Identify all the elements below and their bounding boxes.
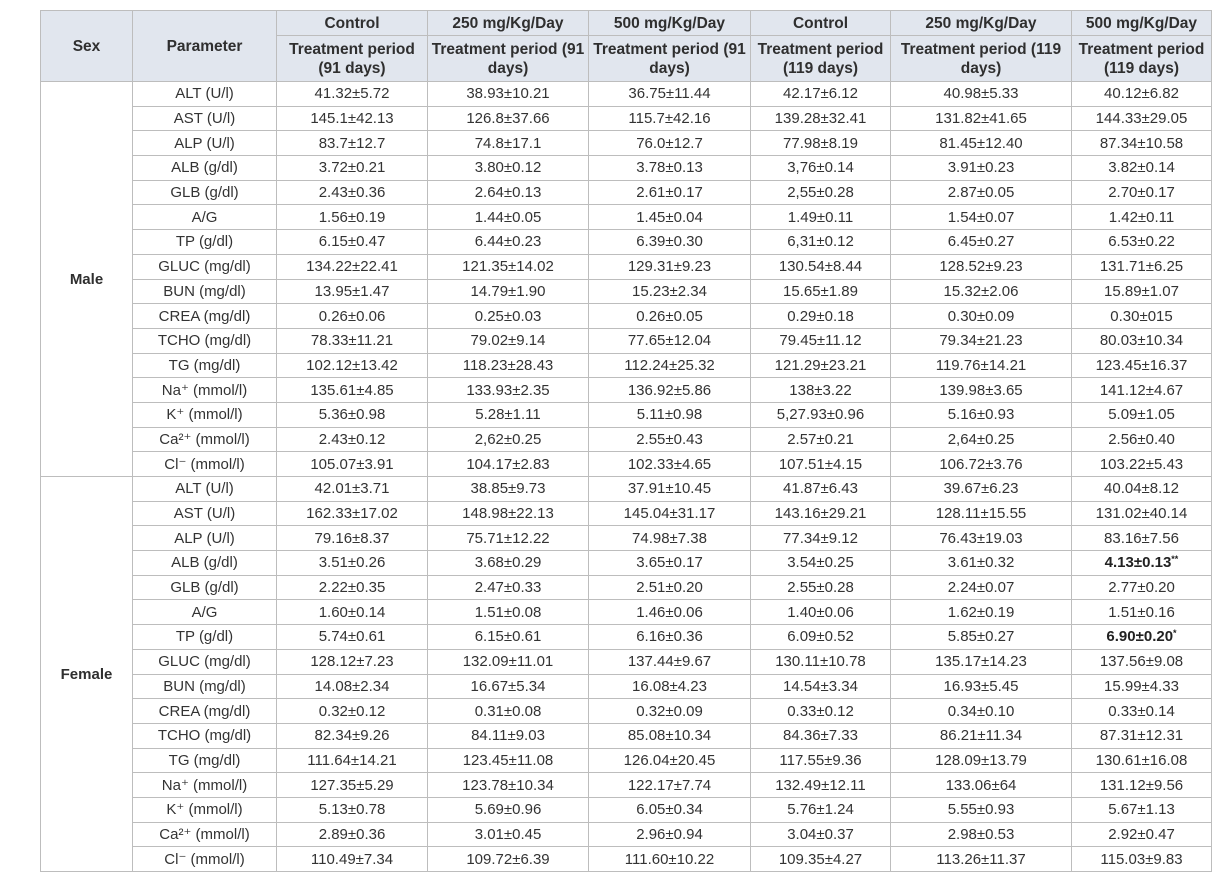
value-cell: 1.40±0.06 (751, 600, 891, 625)
value-cell: 118.23±28.43 (428, 353, 589, 378)
value-cell: 6.44±0.23 (428, 230, 589, 255)
value-cell: 1.46±0.06 (589, 600, 751, 625)
value-cell: 1.44±0.05 (428, 205, 589, 230)
value-cell: 128.11±15.55 (891, 501, 1072, 526)
value-cell: 84.11±9.03 (428, 723, 589, 748)
value-cell: 0.30±015 (1072, 304, 1212, 329)
value-cell: 76.0±12.7 (589, 131, 751, 156)
dose-header: 500 mg/Kg/Day (589, 11, 751, 36)
value-cell: 0.32±0.12 (277, 699, 428, 724)
parameter-cell: K⁺ (mmol/l) (133, 797, 277, 822)
period-header: Treatment period (119 days) (1072, 36, 1212, 82)
value-cell: 15.23±2.34 (589, 279, 751, 304)
value-cell: 87.34±10.58 (1072, 131, 1212, 156)
value-cell: 15.99±4.33 (1072, 674, 1212, 699)
value-cell: 75.71±12.22 (428, 526, 589, 551)
value-cell: 41.32±5.72 (277, 82, 428, 107)
value-cell: 1.49±0.11 (751, 205, 891, 230)
value-cell: 131.71±6.25 (1072, 254, 1212, 279)
value-cell: 15.65±1.89 (751, 279, 891, 304)
value-cell: 0.29±0.18 (751, 304, 891, 329)
value-cell: 13.95±1.47 (277, 279, 428, 304)
value-cell: 2.57±0.21 (751, 427, 891, 452)
value-cell: 2.87±0.05 (891, 180, 1072, 205)
value-cell: 115.7±42.16 (589, 106, 751, 131)
value-cell: 123.45±16.37 (1072, 353, 1212, 378)
value-cell: 2.92±0.47 (1072, 822, 1212, 847)
parameter-cell: Na⁺ (mmol/l) (133, 378, 277, 403)
parameter-cell: Ca²⁺ (mmol/l) (133, 427, 277, 452)
parameter-cell: BUN (mg/dl) (133, 674, 277, 699)
value-cell: 38.85±9.73 (428, 477, 589, 502)
value-cell: 3.80±0.12 (428, 156, 589, 181)
value-cell: 5.67±1.13 (1072, 797, 1212, 822)
period-header: Treatment period (91 days) (428, 36, 589, 82)
value-cell: 5.16±0.93 (891, 402, 1072, 427)
value-cell: 2,62±0.25 (428, 427, 589, 452)
value-cell: 6.45±0.27 (891, 230, 1072, 255)
table-row (41, 575, 1212, 600)
table-row (41, 254, 1212, 279)
value-cell: 2.77±0.20 (1072, 575, 1212, 600)
value-cell: 105.07±3.91 (277, 452, 428, 477)
value-cell: 132.09±11.01 (428, 649, 589, 674)
value-cell: 79.34±21.23 (891, 328, 1072, 353)
value-cell: 83.7±12.7 (277, 131, 428, 156)
table-row (41, 205, 1212, 230)
value-cell: 3.78±0.13 (589, 156, 751, 181)
value-cell: 85.08±10.34 (589, 723, 751, 748)
value-cell: 5.11±0.98 (589, 402, 751, 427)
table-row (41, 526, 1212, 551)
dose-header: 250 mg/Kg/Day (428, 11, 589, 36)
value-cell: 130.11±10.78 (751, 649, 891, 674)
table-row (41, 649, 1212, 674)
value-cell: 1.51±0.08 (428, 600, 589, 625)
value-cell: 109.72±6.39 (428, 847, 589, 872)
value-cell (1072, 551, 1212, 576)
value-cell: 134.22±22.41 (277, 254, 428, 279)
parameter-header: Parameter (133, 11, 277, 82)
table-row (41, 156, 1212, 181)
value-cell: 2.55±0.43 (589, 427, 751, 452)
table-row (41, 797, 1212, 822)
sex-cell: Male (41, 82, 133, 477)
value-cell: 3.82±0.14 (1072, 156, 1212, 181)
value-cell: 1.56±0.19 (277, 205, 428, 230)
table-row (41, 674, 1212, 699)
table-row (41, 773, 1212, 798)
value-cell: 2.24±0.07 (891, 575, 1072, 600)
value-cell: 133.93±2.35 (428, 378, 589, 403)
parameter-cell: TG (mg/dl) (133, 353, 277, 378)
value-cell: 74.98±7.38 (589, 526, 751, 551)
value-cell: 127.35±5.29 (277, 773, 428, 798)
parameter-cell: BUN (mg/dl) (133, 279, 277, 304)
value-cell: 0.30±0.09 (891, 304, 1072, 329)
value-cell: 5.74±0.61 (277, 625, 428, 650)
value-cell: 42.17±6.12 (751, 82, 891, 107)
value-cell: 5.13±0.78 (277, 797, 428, 822)
value-cell: 2.55±0.28 (751, 575, 891, 600)
value-cell: 6.15±0.47 (277, 230, 428, 255)
value-cell: 1.42±0.11 (1072, 205, 1212, 230)
table-row (41, 600, 1212, 625)
value-cell: 39.67±6.23 (891, 477, 1072, 502)
value-cell: 131.82±41.65 (891, 106, 1072, 131)
value-cell: 123.78±10.34 (428, 773, 589, 798)
value-cell: 40.98±5.33 (891, 82, 1072, 107)
value-cell: 82.34±9.26 (277, 723, 428, 748)
value-cell: 128.12±7.23 (277, 649, 428, 674)
value-cell: 14.79±1.90 (428, 279, 589, 304)
value-cell: 3.51±0.26 (277, 551, 428, 576)
value-cell: 1.60±0.14 (277, 600, 428, 625)
parameter-cell: CREA (mg/dl) (133, 699, 277, 724)
dose-header: Control (751, 11, 891, 36)
table-row (41, 82, 1212, 107)
value-cell: 6.16±0.36 (589, 625, 751, 650)
value-cell: 16.08±4.23 (589, 674, 751, 699)
value-cell: 16.67±5.34 (428, 674, 589, 699)
value-cell: 0.26±0.06 (277, 304, 428, 329)
value-cell: 74.8±17.1 (428, 131, 589, 156)
value-cell: 128.09±13.79 (891, 748, 1072, 773)
parameter-cell: K⁺ (mmol/l) (133, 402, 277, 427)
significance-mark: ** (1171, 554, 1179, 565)
period-header: Treatment period (91 days) (277, 36, 428, 82)
value-cell: 37.91±10.45 (589, 477, 751, 502)
parameter-cell: ALB (g/dl) (133, 156, 277, 181)
value-cell: 110.49±7.34 (277, 847, 428, 872)
significant-value: 4.13±0.13 (1104, 554, 1172, 572)
value-cell: 81.45±12.40 (891, 131, 1072, 156)
value-cell: 138±3.22 (751, 378, 891, 403)
value-cell: 2.89±0.36 (277, 822, 428, 847)
value-cell: 5.36±0.98 (277, 402, 428, 427)
value-cell: 77.98±8.19 (751, 131, 891, 156)
value-cell: 2.51±0.20 (589, 575, 751, 600)
value-cell: 143.16±29.21 (751, 501, 891, 526)
value-cell: 36.75±11.44 (589, 82, 751, 107)
value-cell: 121.35±14.02 (428, 254, 589, 279)
value-cell: 3,76±0.14 (751, 156, 891, 181)
value-cell: 2,64±0.25 (891, 427, 1072, 452)
value-cell: 102.12±13.42 (277, 353, 428, 378)
value-cell: 136.92±5.86 (589, 378, 751, 403)
parameter-cell: GLUC (mg/dl) (133, 649, 277, 674)
value-cell: 14.08±2.34 (277, 674, 428, 699)
parameter-cell: AST (U/l) (133, 106, 277, 131)
value-cell: 2.98±0.53 (891, 822, 1072, 847)
value-cell: 130.54±8.44 (751, 254, 891, 279)
value-cell: 77.65±12.04 (589, 328, 751, 353)
value-cell: 162.33±17.02 (277, 501, 428, 526)
value-cell: 5.55±0.93 (891, 797, 1072, 822)
biochemistry-table (40, 10, 1212, 872)
value-cell: 0.34±0.10 (891, 699, 1072, 724)
table-row (41, 625, 1212, 650)
value-cell: 0.32±0.09 (589, 699, 751, 724)
table-header (41, 11, 1212, 82)
value-cell: 131.02±40.14 (1072, 501, 1212, 526)
parameter-cell: TP (g/dl) (133, 230, 277, 255)
value-cell: 1.51±0.16 (1072, 600, 1212, 625)
value-cell: 111.64±14.21 (277, 748, 428, 773)
parameter-cell: Cl⁻ (mmol/l) (133, 847, 277, 872)
value-cell: 0.33±0.12 (751, 699, 891, 724)
value-cell: 126.04±20.45 (589, 748, 751, 773)
value-cell: 2.47±0.33 (428, 575, 589, 600)
dose-header: 500 mg/Kg/Day (1072, 11, 1212, 36)
value-cell: 77.34±9.12 (751, 526, 891, 551)
value-cell: 115.03±9.83 (1072, 847, 1212, 872)
value-cell: 3.68±0.29 (428, 551, 589, 576)
value-cell: 3.65±0.17 (589, 551, 751, 576)
value-cell: 137.56±9.08 (1072, 649, 1212, 674)
parameter-cell: A/G (133, 600, 277, 625)
value-cell: 106.72±3.76 (891, 452, 1072, 477)
value-cell: 76.43±19.03 (891, 526, 1072, 551)
value-cell: 2.43±0.36 (277, 180, 428, 205)
parameter-cell: ALP (U/l) (133, 131, 277, 156)
value-cell: 79.45±11.12 (751, 328, 891, 353)
value-cell: 40.12±6.82 (1072, 82, 1212, 107)
value-cell: 112.24±25.32 (589, 353, 751, 378)
value-cell: 15.32±2.06 (891, 279, 1072, 304)
value-cell: 40.04±8.12 (1072, 477, 1212, 502)
table-row (41, 328, 1212, 353)
parameter-cell: Cl⁻ (mmol/l) (133, 452, 277, 477)
table-row (41, 501, 1212, 526)
parameter-cell: ALT (U/l) (133, 477, 277, 502)
parameter-cell: Ca²⁺ (mmol/l) (133, 822, 277, 847)
dose-header: 250 mg/Kg/Day (891, 11, 1072, 36)
value-cell: 5.09±1.05 (1072, 402, 1212, 427)
value-cell: 104.17±2.83 (428, 452, 589, 477)
value-cell: 102.33±4.65 (589, 452, 751, 477)
table-caption-clipped (0, 0, 1230, 10)
table-row (41, 230, 1212, 255)
period-header: Treatment period (91 days) (589, 36, 751, 82)
parameter-cell: TCHO (mg/dl) (133, 328, 277, 353)
value-cell: 3.54±0.25 (751, 551, 891, 576)
parameter-cell: TG (mg/dl) (133, 748, 277, 773)
value-cell: 86.21±11.34 (891, 723, 1072, 748)
value-cell: 5.69±0.96 (428, 797, 589, 822)
value-cell: 122.17±7.74 (589, 773, 751, 798)
value-cell: 5.28±1.11 (428, 402, 589, 427)
value-cell: 109.35±4.27 (751, 847, 891, 872)
sex-cell: Female (41, 477, 133, 872)
value-cell: 141.12±4.67 (1072, 378, 1212, 403)
table-body (41, 82, 1212, 872)
value-cell: 0.25±0.03 (428, 304, 589, 329)
value-cell: 111.60±10.22 (589, 847, 751, 872)
value-cell: 5,27.93±0.96 (751, 402, 891, 427)
value-cell: 80.03±10.34 (1072, 328, 1212, 353)
table-row (41, 402, 1212, 427)
value-cell: 128.52±9.23 (891, 254, 1072, 279)
value-cell: 2.64±0.13 (428, 180, 589, 205)
value-cell: 41.87±6.43 (751, 477, 891, 502)
value-cell: 83.16±7.56 (1072, 526, 1212, 551)
header-row-dose (41, 11, 1212, 36)
table-row (41, 279, 1212, 304)
value-cell: 2.43±0.12 (277, 427, 428, 452)
value-cell: 79.16±8.37 (277, 526, 428, 551)
parameter-cell: ALB (g/dl) (133, 551, 277, 576)
value-cell: 6.39±0.30 (589, 230, 751, 255)
value-cell: 87.31±12.31 (1072, 723, 1212, 748)
table-row (41, 106, 1212, 131)
value-cell: 123.45±11.08 (428, 748, 589, 773)
value-cell: 6.15±0.61 (428, 625, 589, 650)
value-cell: 6.53±0.22 (1072, 230, 1212, 255)
table-row (41, 452, 1212, 477)
value-cell: 137.44±9.67 (589, 649, 751, 674)
value-cell: 6.05±0.34 (589, 797, 751, 822)
value-cell: 2.70±0.17 (1072, 180, 1212, 205)
value-cell: 117.55±9.36 (751, 748, 891, 773)
value-cell: 2,55±0.28 (751, 180, 891, 205)
value-cell: 107.51±4.15 (751, 452, 891, 477)
table-row (41, 427, 1212, 452)
significance-mark: * (1173, 628, 1177, 639)
table-row (41, 131, 1212, 156)
value-cell: 38.93±10.21 (428, 82, 589, 107)
parameter-cell: A/G (133, 205, 277, 230)
parameter-cell: TCHO (mg/dl) (133, 723, 277, 748)
value-cell: 6.09±0.52 (751, 625, 891, 650)
value-cell: 145.04±31.17 (589, 501, 751, 526)
value-cell: 135.61±4.85 (277, 378, 428, 403)
value-cell: 133.06±64 (891, 773, 1072, 798)
value-cell: 2.96±0.94 (589, 822, 751, 847)
parameter-cell: ALP (U/l) (133, 526, 277, 551)
value-cell: 119.76±14.21 (891, 353, 1072, 378)
value-cell: 121.29±23.21 (751, 353, 891, 378)
value-cell: 6,31±0.12 (751, 230, 891, 255)
parameter-cell: GLUC (mg/dl) (133, 254, 277, 279)
value-cell: 3.01±0.45 (428, 822, 589, 847)
value-cell: 0.26±0.05 (589, 304, 751, 329)
value-cell: 84.36±7.33 (751, 723, 891, 748)
value-cell: 78.33±11.21 (277, 328, 428, 353)
value-cell: 42.01±3.71 (277, 477, 428, 502)
table-row (41, 180, 1212, 205)
period-header: Treatment period (119 days) (751, 36, 891, 82)
value-cell: 3.04±0.37 (751, 822, 891, 847)
value-cell: 3.91±0.23 (891, 156, 1072, 181)
value-cell: 132.49±12.11 (751, 773, 891, 798)
value-cell: 1.54±0.07 (891, 205, 1072, 230)
period-header: Treatment period (119 days) (891, 36, 1072, 82)
value-cell: 113.26±11.37 (891, 847, 1072, 872)
parameter-cell: AST (U/l) (133, 501, 277, 526)
value-cell: 144.33±29.05 (1072, 106, 1212, 131)
value-cell: 3.61±0.32 (891, 551, 1072, 576)
value-cell: 145.1±42.13 (277, 106, 428, 131)
parameter-cell: GLB (g/dl) (133, 180, 277, 205)
value-cell: 1.45±0.04 (589, 205, 751, 230)
value-cell: 0.31±0.08 (428, 699, 589, 724)
value-cell: 1.62±0.19 (891, 600, 1072, 625)
value-cell: 5.76±1.24 (751, 797, 891, 822)
value-cell: 79.02±9.14 (428, 328, 589, 353)
value-cell: 130.61±16.08 (1072, 748, 1212, 773)
parameter-cell: ALT (U/l) (133, 82, 277, 107)
table-row (41, 378, 1212, 403)
value-cell: 139.98±3.65 (891, 378, 1072, 403)
table-row (41, 748, 1212, 773)
value-cell: 5.85±0.27 (891, 625, 1072, 650)
value-cell: 131.12±9.56 (1072, 773, 1212, 798)
value-cell: 2.22±0.35 (277, 575, 428, 600)
value-cell: 148.98±22.13 (428, 501, 589, 526)
value-cell: 0.33±0.14 (1072, 699, 1212, 724)
value-cell: 3.72±0.21 (277, 156, 428, 181)
value-cell: 139.28±32.41 (751, 106, 891, 131)
table-row (41, 353, 1212, 378)
parameter-cell: GLB (g/dl) (133, 575, 277, 600)
table-row (41, 699, 1212, 724)
value-cell: 129.31±9.23 (589, 254, 751, 279)
value-cell: 135.17±14.23 (891, 649, 1072, 674)
table-row (41, 304, 1212, 329)
sex-header: Sex (41, 11, 133, 82)
value-cell: 15.89±1.07 (1072, 279, 1212, 304)
parameter-cell: CREA (mg/dl) (133, 304, 277, 329)
table-row (41, 551, 1212, 576)
value-cell: 14.54±3.34 (751, 674, 891, 699)
parameter-cell: TP (g/dl) (133, 625, 277, 650)
table-row (41, 822, 1212, 847)
parameter-cell: Na⁺ (mmol/l) (133, 773, 277, 798)
value-cell: 2.56±0.40 (1072, 427, 1212, 452)
table-row (41, 847, 1212, 872)
value-cell: 16.93±5.45 (891, 674, 1072, 699)
value-cell: 103.22±5.43 (1072, 452, 1212, 477)
significant-value: 6.90±0.20 (1106, 628, 1174, 646)
table-row (41, 477, 1212, 502)
value-cell (1072, 625, 1212, 650)
table-row (41, 723, 1212, 748)
value-cell: 2.61±0.17 (589, 180, 751, 205)
dose-header: Control (277, 11, 428, 36)
value-cell: 126.8±37.66 (428, 106, 589, 131)
